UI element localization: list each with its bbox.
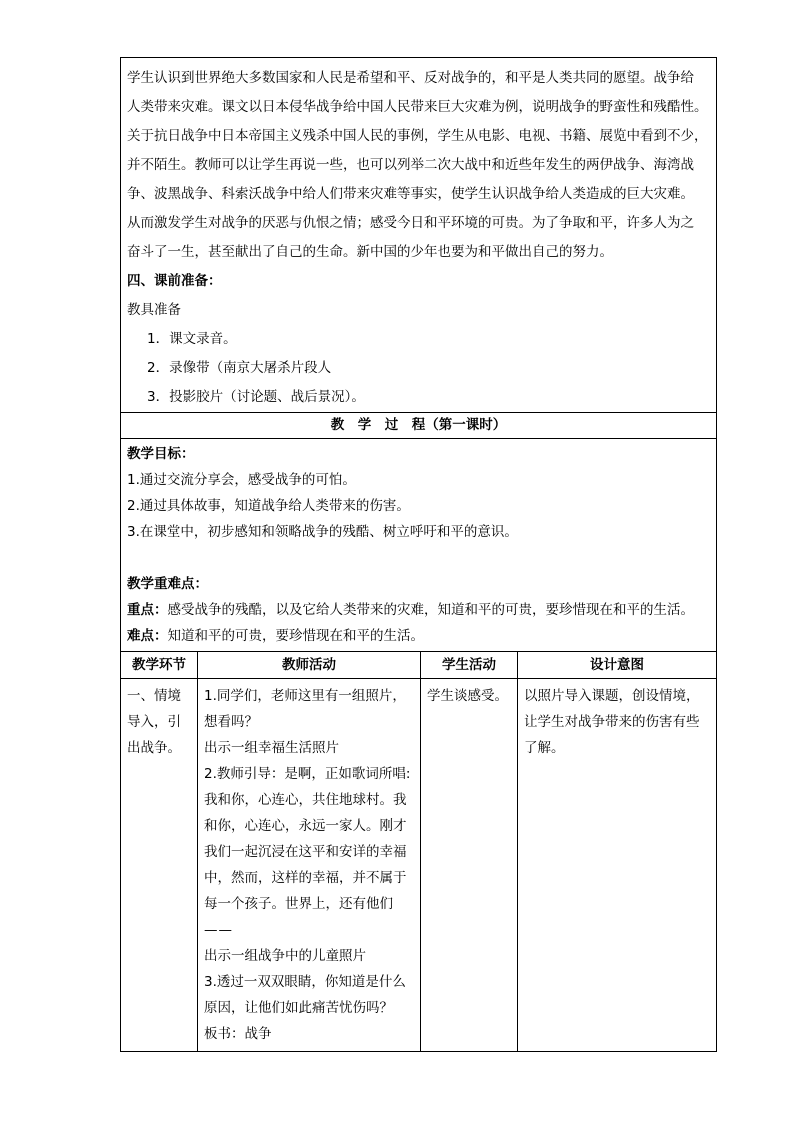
goals-heading: 教学目标：	[127, 446, 195, 462]
intro-line: 从而激发学生对战争的厌恶与仇恨之情；感受今日和平环境的可贵。为了争取和平，许多人为之	[127, 215, 694, 231]
lesson-plan-table	[120, 57, 717, 1052]
teacher-line: 出示一组幸福生活照片	[204, 740, 339, 756]
lesson-plan-page	[120, 57, 716, 1052]
teacher-line: 我们一起沉浸在这平和安详的幸福	[204, 844, 407, 860]
header-intent: 设计意图	[518, 652, 717, 679]
intent-line: 让学生对战争带来的伤害有些	[524, 714, 700, 730]
intent-line: 以照片导入课题，创设情境，	[524, 688, 700, 704]
teacher-line: 3.透过一双双眼睛，你知道是什么	[204, 974, 406, 990]
process-title: 教 学 过 程（第一课时）	[121, 413, 717, 439]
teacher-line: 中，然而，这样的幸福，并不属于	[204, 870, 407, 886]
intro-line: 学生认识到世界绝大多数国家和人民是希望和平、反对战争的，和平是人类共同的愿望。战争给	[127, 70, 694, 86]
stage-line: 导入，引	[127, 714, 181, 730]
key-points-heading: 教学重难点：	[127, 576, 208, 592]
table-header-row	[121, 652, 717, 679]
prep-heading: 四、课前准备：	[127, 273, 222, 289]
difficulty-text: 知道和平的可贵，要珍惜现在和平的生活。	[167, 628, 424, 644]
process-title-row	[121, 413, 717, 439]
header-teacher: 教师活动	[198, 652, 421, 679]
intro-line: 争、波黑战争、科索沃战争中给人们带来灾难等事实，使学生认识战争给人类造成的巨大灾难。	[127, 186, 694, 202]
student-line: 学生谈感受。	[427, 688, 508, 704]
goals-section	[121, 439, 716, 649]
prep-item: 3．投影胶片（讨论题、战后景况）。	[147, 389, 365, 405]
key-point-text: 感受战争的残酷，以及它给人类带来的灾难，知道和平的可贵，要珍惜现在和平的生活。	[167, 602, 694, 618]
intro-line: 奋斗了一生，甚至献出了自己的生命。新中国的少年也要为和平做出自己的努力。	[127, 244, 613, 260]
teacher-line: 2.教师引导：是啊，正如歌词所唱:	[204, 766, 411, 782]
intent-line: 了解。	[524, 740, 565, 756]
header-stage: 教学环节	[121, 652, 198, 679]
goals-row	[121, 439, 717, 652]
teacher-line: 每一个孩子。世界上，还有他们	[204, 896, 393, 912]
intro-row	[121, 58, 717, 413]
teacher-line: 想看吗？	[204, 714, 258, 730]
key-point-label: 重点：	[127, 602, 168, 618]
difficulty-point	[127, 623, 710, 649]
teacher-line: 原因，让他们如此痛苦忧伤吗？	[204, 1000, 393, 1016]
difficulty-label: 难点：	[127, 628, 168, 644]
goal-item: 3.在课堂中，初步感知和领略战争的残酷、树立呼吁和平的意识。	[127, 524, 518, 540]
key-point	[127, 597, 710, 623]
stage-cell	[121, 679, 197, 761]
header-student: 学生活动	[421, 652, 518, 679]
teacher-line: ——	[204, 922, 233, 938]
stage-line: 一、情境	[127, 688, 181, 704]
teacher-activity-cell	[198, 679, 420, 1047]
teacher-line: 1.同学们，老师这里有一组照片，	[204, 688, 406, 704]
teacher-line: 板书：战争	[204, 1026, 272, 1042]
prep-subheading: 教具准备	[127, 302, 181, 318]
teacher-line: 出示一组战争中的儿童照片	[204, 948, 366, 964]
goal-item: 2.通过具体故事，知道战争给人类带来的伤害。	[127, 498, 410, 514]
goal-item: 1.通过交流分享会，感受战争的可怕。	[127, 472, 356, 488]
intro-line: 关于抗日战争中日本帝国主义残杀中国人民的事例，学生从电影、电视、书籍、展览中看到不少，	[127, 128, 708, 144]
intro-line: 并不陌生。教师可以让学生再说一些，也可以列举二次大战中和近些年发生的两伊战争、海湾战	[127, 157, 694, 173]
student-activity-cell	[421, 679, 517, 709]
prep-item: 1．课文录音。	[147, 331, 237, 347]
stage-line: 出战争。	[127, 740, 181, 756]
prep-item: 2．录像带（南京大屠杀片段人	[147, 360, 332, 376]
design-intent-cell	[518, 679, 716, 761]
intro-line: 人类带来灾难。课文以日本侵华战争给中国人民带来巨大灾难为例，说明战争的野蛮性和残酷性。	[127, 99, 708, 115]
teacher-line: 和你，心连心，永远一家人。刚才	[204, 818, 407, 834]
teacher-line: 我和你，心连心，共住地球村。我	[204, 792, 407, 808]
table-row	[121, 679, 717, 1052]
intro-section	[121, 58, 716, 412]
